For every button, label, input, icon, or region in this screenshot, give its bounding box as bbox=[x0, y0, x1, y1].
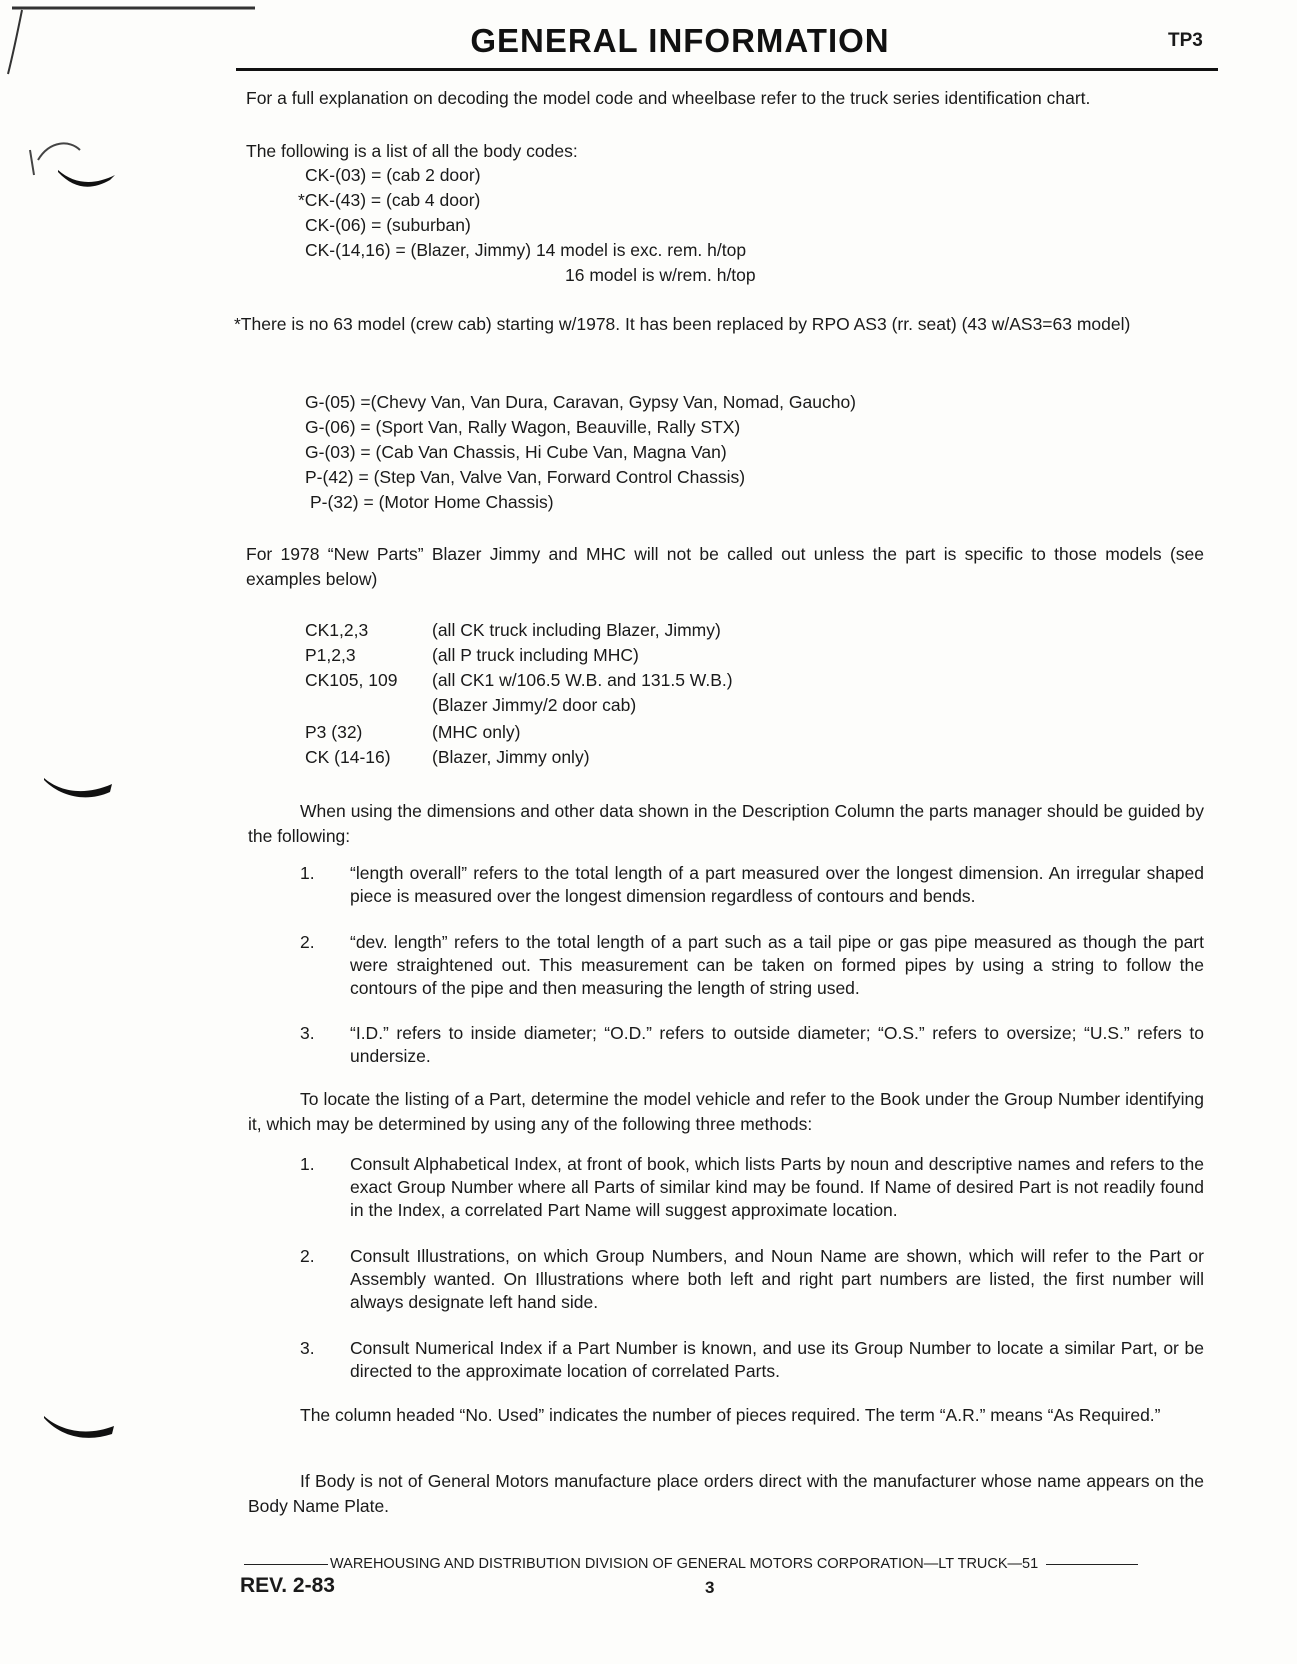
dimension-item-text: “I.D.” refers to inside diameter; “O.D.” refers to outside diameter; “O.S.” refers to oversize; “U.S.” refers to undersize. bbox=[350, 1023, 1204, 1066]
item-number: 2. bbox=[300, 932, 315, 952]
intro-text: For a full explanation on decoding the model code and wheelbase refer to the truck series identification chart. bbox=[246, 88, 1091, 108]
footer-rule-left bbox=[244, 1564, 328, 1565]
example-desc: (Blazer, Jimmy only) bbox=[432, 747, 590, 767]
item-number: 1. bbox=[300, 1154, 315, 1174]
item-number: 2. bbox=[300, 1246, 315, 1266]
van-code-line: P-(32) = (Motor Home Chassis) bbox=[310, 492, 554, 512]
van-code-line: G-(06) = (Sport Van, Rally Wagon, Beauville, Rally STX) bbox=[305, 417, 741, 437]
body-code-line: CK-(14,16) = (Blazer, Jimmy) 14 model is exc. rem. h/top bbox=[305, 240, 747, 260]
body-code-line: CK-(06) = (suburban) bbox=[305, 215, 471, 235]
crew-cab-note: *There is no 63 model (crew cab) starting w/1978. It has been replaced by RPO AS3 (rr. seat) (43 w/AS3=63 model) bbox=[234, 314, 1131, 334]
punch-mark-3 bbox=[40, 1410, 120, 1450]
body-code-line: CK-(03) = (cab 2 door) bbox=[305, 165, 481, 185]
body-code-line: *CK-(43) = (cab 4 door) bbox=[298, 190, 481, 210]
body-code-line: 16 model is w/rem. h/top bbox=[565, 265, 756, 285]
item-number: 3. bbox=[300, 1338, 315, 1358]
locate-item-text: Consult Numerical Index if a Part Number is known, and use its Group Number to locate a similar Part, or be directed to the approximate location of correlated Parts. bbox=[350, 1338, 1204, 1381]
page-title: GENERAL INFORMATION bbox=[470, 22, 890, 59]
item-number: 3. bbox=[300, 1023, 315, 1043]
no-used-note: The column headed “No. Used” indicates the number of pieces required. The term “A.R.” means “As Required.” bbox=[300, 1405, 1161, 1425]
example-code: P1,2,3 bbox=[305, 645, 356, 665]
footer-text: WAREHOUSING AND DISTRIBUTION DIVISION OF GENERAL MOTORS CORPORATION—LT TRUCK—51 bbox=[330, 1556, 1039, 1572]
van-code-line: G-(05) =(Chevy Van, Van Dura, Caravan, Gypsy Van, Nomad, Gaucho) bbox=[305, 392, 857, 412]
header-rule bbox=[236, 68, 1218, 71]
example-code: CK105, 109 bbox=[305, 670, 398, 690]
section-code: TP3 bbox=[1168, 30, 1203, 51]
dimension-item-text: “length overall” refers to the total length of a part measured over the longest dimension. An irregular shaped piece is measured over the longest dimension regardless of contours and bends. bbox=[350, 863, 1204, 906]
example-code: P3 (32) bbox=[305, 722, 363, 742]
footer-line bbox=[244, 1556, 1204, 1572]
body-manufacture-note: If Body is not of General Motors manufacture place orders direct with the manufacturer whose name appears on the Body Name Plate. bbox=[248, 1471, 1204, 1516]
example-code: CK1,2,3 bbox=[305, 620, 369, 640]
revision-label: REV. 2-83 bbox=[240, 1574, 335, 1597]
body-codes-heading: The following is a list of all the body codes: bbox=[246, 141, 578, 161]
dimension-item-text: “dev. length” refers to the total length of a part such as a tail pipe or gas pipe measured as though the part were straightened out. This measurement can be taken on formed pipes by using a string to follow the contours of the pipe and then measuring the length of string used. bbox=[350, 932, 1204, 998]
punch-mark-1 bbox=[20, 120, 130, 200]
new-parts-note: For 1978 “New Parts” Blazer Jimmy and MHC will not be called out unless the part is specific to those models (see examples below) bbox=[246, 544, 1204, 589]
locate-intro: To locate the listing of a Part, determine the model vehicle and refer to the Book under the Group Number identifying it, which may be determined by using any of the following three methods: bbox=[248, 1089, 1204, 1134]
locate-item-text: Consult Illustrations, on which Group Numbers, and Noun Name are shown, which will refer to the Part or Assembly wanted. On Illustrations where both left and right part numbers are listed, the first number will always designate left hand side. bbox=[350, 1246, 1204, 1312]
example-desc: (all CK1 w/106.5 W.B. and 131.5 W.B.) bbox=[432, 670, 733, 690]
punch-mark-2 bbox=[40, 770, 120, 810]
item-number: 1. bbox=[300, 863, 315, 883]
van-code-line: P-(42) = (Step Van, Valve Van, Forward Control Chassis) bbox=[305, 467, 746, 487]
example-desc: (all P truck including MHC) bbox=[432, 645, 639, 665]
van-code-line: G-(03) = (Cab Van Chassis, Hi Cube Van, Magna Van) bbox=[305, 442, 727, 462]
example-desc: (Blazer Jimmy/2 door cab) bbox=[432, 695, 637, 715]
page-number: 3 bbox=[705, 1578, 715, 1597]
example-desc: (MHC only) bbox=[432, 722, 521, 742]
footer-rule-right bbox=[1046, 1564, 1138, 1565]
dimensions-intro: When using the dimensions and other data shown in the Description Column the parts manager should be guided by the following: bbox=[248, 801, 1204, 846]
locate-item-text: Consult Alphabetical Index, at front of book, which lists Parts by noun and descriptive names and refers to the exact Group Number where all Parts of similar kind may be found. If Name of desired Part is not readily found in the Index, a correlated Part Name will suggest approximate location. bbox=[350, 1154, 1204, 1220]
example-desc: (all CK truck including Blazer, Jimmy) bbox=[432, 620, 721, 640]
example-code: CK (14-16) bbox=[305, 747, 391, 767]
